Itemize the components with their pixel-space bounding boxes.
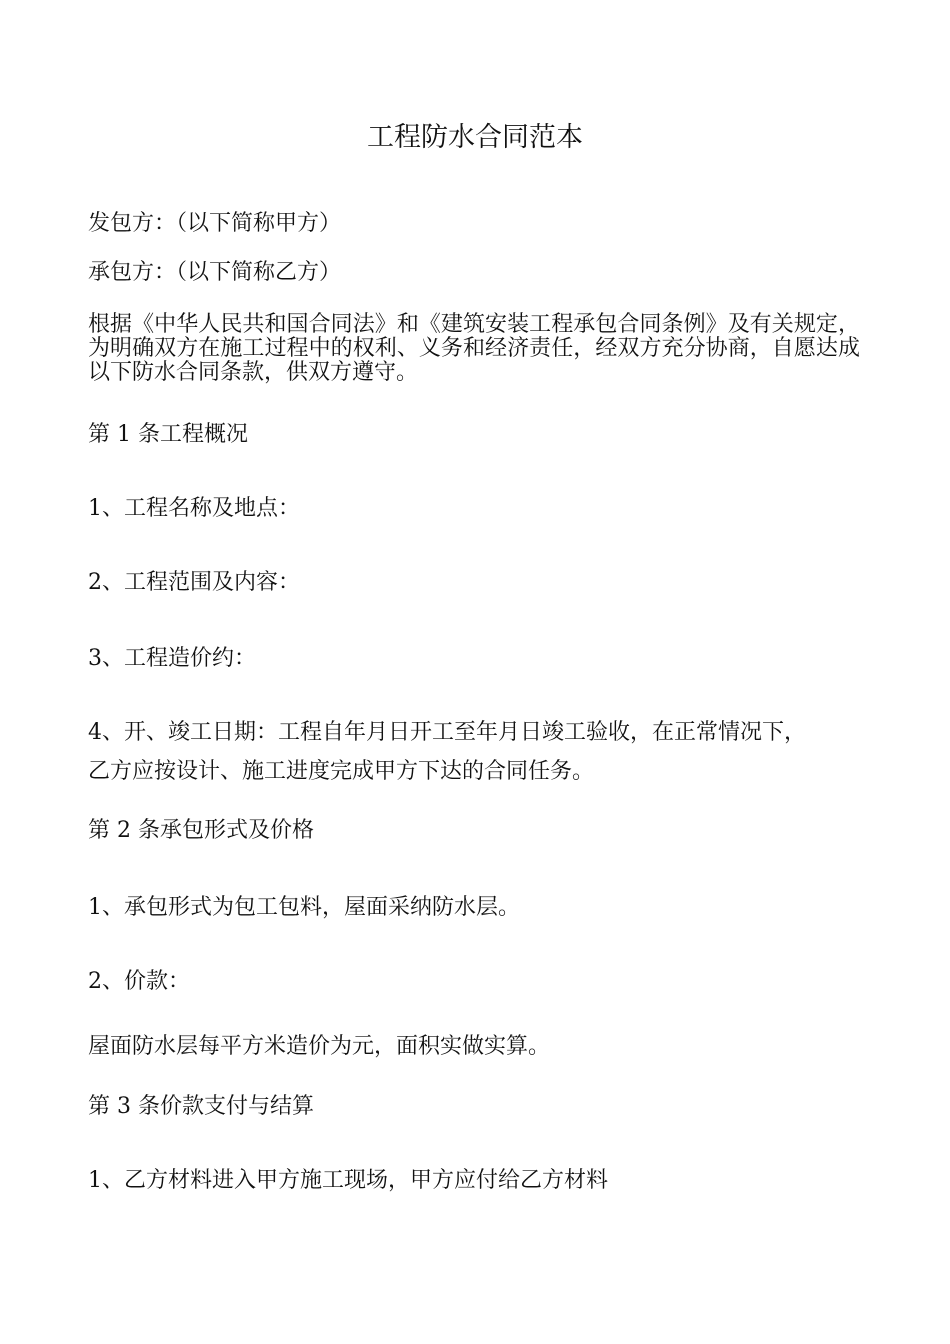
article-2-heading: 第 2 条承包形式及价格	[88, 818, 314, 843]
article-3-item-1: 1、乙方材料进入甲方施工现场，甲方应付给乙方材料	[88, 1168, 608, 1193]
article-1-item-1: 1、工程名称及地点：	[88, 496, 300, 521]
article-2-detail: 屋面防水层每平方米造价为元，面积实做实算。	[88, 1034, 551, 1059]
document-title: 工程防水合同范本	[367, 122, 583, 153]
party-b-line: 承包方：（以下简称乙方）	[88, 260, 342, 285]
party-a-line: 发包方：（以下简称甲方）	[88, 211, 342, 236]
article-1-item-4-line-2: 乙方应按设计、施工进度完成甲方下达的合同任务。	[88, 759, 595, 784]
article-1-heading: 第 1 条工程概况	[88, 422, 248, 447]
preamble-paragraph: 根据《中华人民共和国合同法》和《建筑安装工程承包合同条例》及有关规定，为明确双方在施工过程中的权利、义务和经济责任，经双方充分协商，自愿达成以下防水合同条款，供双方遵守。	[88, 312, 860, 385]
article-1-item-3: 3、工程造价约：	[88, 646, 256, 671]
article-3-heading: 第 3 条价款支付与结算	[88, 1094, 314, 1119]
article-1-item-4-line-1: 4、开、竣工日期：工程自年月日开工至年月日竣工验收，在正常情况下，	[88, 720, 806, 745]
article-2-item-2: 2、价款：	[88, 969, 190, 994]
article-1-item-2: 2、工程范围及内容：	[88, 570, 300, 595]
article-2-item-1: 1、承包形式为包工包料，屋面采纳防水层。	[88, 895, 520, 920]
